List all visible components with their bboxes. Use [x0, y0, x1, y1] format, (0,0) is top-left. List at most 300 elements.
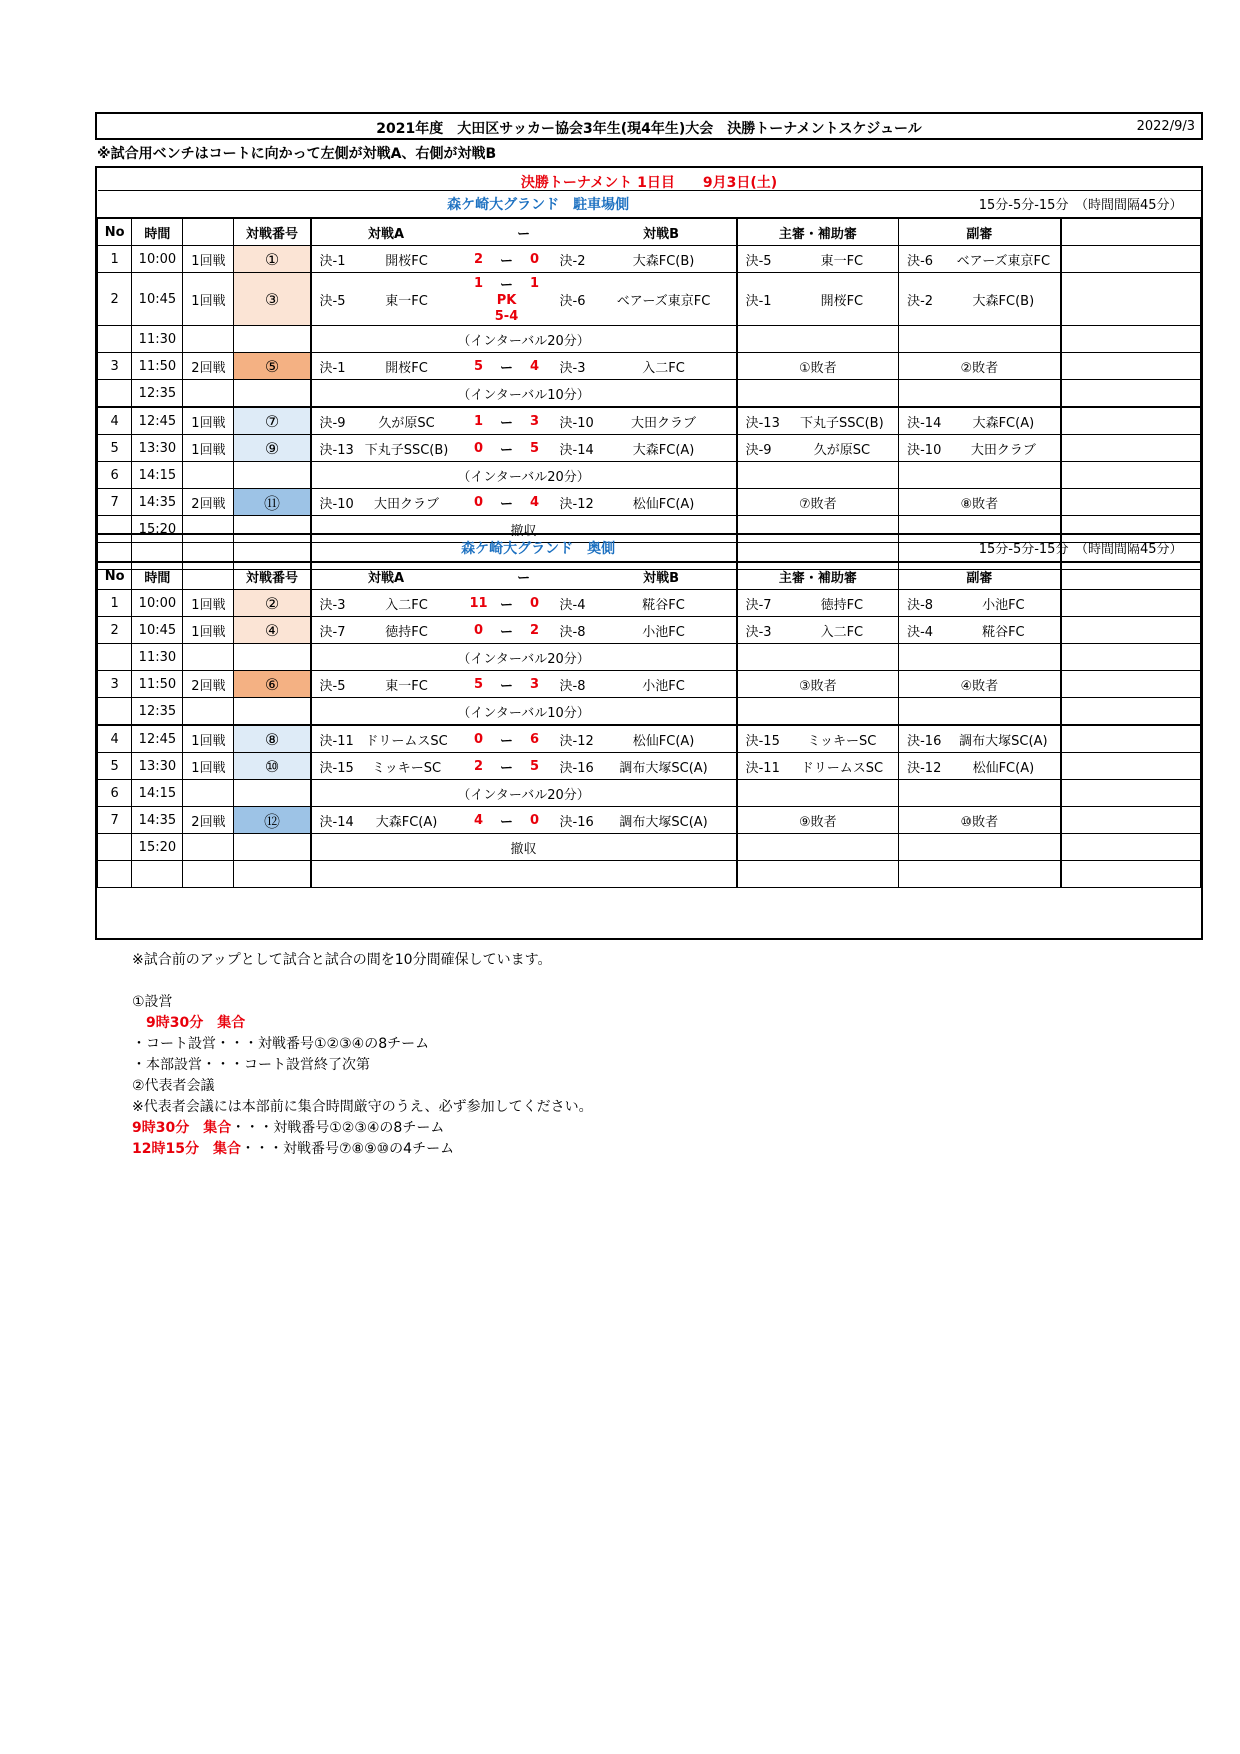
sub-referee-cell — [899, 698, 1061, 726]
team-a-name: 開桜FC — [385, 360, 428, 376]
sub-referee-cell — [899, 834, 1061, 861]
row-round — [183, 462, 234, 489]
extra-cell — [1061, 246, 1201, 273]
header-dash: ー — [517, 570, 531, 586]
match-number: ⑧ — [234, 725, 311, 753]
team-a-code: 決-3 — [319, 597, 346, 613]
sub-referee-cell — [899, 246, 1061, 273]
extra-cell — [1061, 780, 1201, 807]
sub-referee-team: 松仙FC(A) — [972, 760, 1035, 776]
referee-cell — [737, 590, 899, 617]
interval-text: 撤収 — [510, 841, 537, 857]
team-a-code: 決-13 — [319, 442, 354, 458]
score-a: 11 — [469, 595, 488, 611]
sub-referee-team: 大田クラブ — [970, 442, 1036, 458]
sub-referee-team: 小池FC — [982, 597, 1025, 613]
table-row — [98, 353, 1201, 380]
sub-referee-cell — [899, 273, 1061, 326]
score-b: 0 — [529, 251, 540, 267]
venue-header — [98, 534, 1201, 562]
score-a: 0 — [473, 731, 484, 747]
row-no — [98, 698, 132, 726]
sub-referee-code: 決-8 — [907, 597, 934, 613]
row-no: 3 — [98, 671, 132, 698]
column-header: No — [98, 562, 132, 590]
referee-team: 久が原SC — [813, 442, 871, 458]
match-cell — [311, 753, 737, 780]
table-row — [98, 380, 1201, 408]
score-a: 2 — [473, 758, 484, 774]
row-round: 1回戦 — [183, 273, 234, 326]
team-a-name: ドリームスSC — [365, 733, 448, 749]
row-round: 2回戦 — [183, 353, 234, 380]
row-no: 5 — [98, 753, 132, 780]
sub-referee-code: 決-12 — [907, 760, 942, 776]
sub-referee-team: 調布大塚SC(A) — [959, 733, 1048, 749]
match-number — [234, 834, 311, 861]
note-suffix: ・・・対戦番号①②③④の8チーム — [231, 1120, 445, 1136]
sub-referee-cell — [899, 407, 1061, 435]
score-a: 1 — [473, 413, 484, 429]
match-number: ③ — [234, 273, 311, 326]
row-no: 3 — [98, 353, 132, 380]
match-number: ⑨ — [234, 435, 311, 462]
note-line — [132, 1013, 593, 1034]
row-time: 14:15 — [132, 780, 183, 807]
team-b-code: 決-4 — [559, 597, 586, 613]
match-cell — [311, 407, 737, 435]
match-cell — [311, 861, 737, 888]
row-time: 11:30 — [132, 326, 183, 353]
interval-text: （インターバル20分） — [457, 333, 590, 349]
column-header: 時間 — [132, 562, 183, 590]
sub-referee-cell — [899, 780, 1061, 807]
extra-cell — [1061, 353, 1201, 380]
note-line — [132, 1055, 593, 1076]
team-b-code: 決-6 — [559, 293, 586, 309]
team-a-code: 決-10 — [319, 496, 354, 512]
referee-code: 決-9 — [745, 442, 772, 458]
row-round — [183, 861, 234, 888]
match-rule: 15分-5分-15分 （時間間隔45分） — [978, 198, 1183, 213]
sub-referee-cell — [899, 590, 1061, 617]
extra-cell — [1061, 407, 1201, 435]
row-round — [183, 780, 234, 807]
column-header — [311, 562, 737, 590]
score-a: 2 — [473, 251, 484, 267]
sub-referee-cell — [899, 807, 1061, 834]
score-dash: ー — [500, 277, 514, 293]
row-no: 2 — [98, 617, 132, 644]
row-time: 12:45 — [132, 725, 183, 753]
row-no — [98, 326, 132, 353]
row-no: 4 — [98, 407, 132, 435]
note-text: 9時30分 集合 — [132, 1015, 246, 1031]
sub-referee-team: ⑧敗者 — [960, 496, 999, 512]
match-cell — [311, 435, 737, 462]
row-round — [183, 326, 234, 353]
match-number: ⑩ — [234, 753, 311, 780]
sub-referee-cell — [899, 725, 1061, 753]
team-a-code: 決-1 — [319, 253, 346, 269]
match-number: ① — [234, 246, 311, 273]
note-text: 9時30分 集合 — [132, 1120, 232, 1136]
header-team-a: 対戦A — [368, 226, 405, 242]
table-row — [98, 489, 1201, 516]
match-number: ④ — [234, 617, 311, 644]
referee-cell — [737, 644, 899, 671]
match-cell — [311, 462, 737, 489]
score-dash: ー — [500, 624, 514, 640]
column-header: 副審 — [899, 218, 1061, 246]
row-time: 13:30 — [132, 435, 183, 462]
table-row — [98, 753, 1201, 780]
tournament-title: 決勝トーナメント 1日目 9月3日(土) — [520, 175, 778, 191]
team-a-name: 入二FC — [385, 597, 428, 613]
match-number — [234, 861, 311, 888]
schedule-frame — [95, 166, 1203, 940]
row-round — [183, 380, 234, 408]
referee-cell — [737, 780, 899, 807]
row-time: 11:30 — [132, 644, 183, 671]
team-a-name: 久が原SC — [378, 415, 435, 431]
team-a-code: 決-14 — [319, 814, 354, 830]
row-time: 15:20 — [132, 834, 183, 861]
table-row — [98, 246, 1201, 273]
table-row — [98, 407, 1201, 435]
table-row — [98, 807, 1201, 834]
referee-cell — [737, 807, 899, 834]
referee-code: 決-13 — [745, 415, 780, 431]
team-a-code: 決-5 — [319, 678, 346, 694]
row-round — [183, 644, 234, 671]
match-cell — [311, 617, 737, 644]
team-a-code: 決-11 — [319, 733, 354, 749]
row-time: 13:30 — [132, 753, 183, 780]
team-b-code: 決-16 — [559, 760, 594, 776]
referee-cell — [737, 834, 899, 861]
referee-team: 徳持FC — [820, 597, 864, 613]
referee-cell — [737, 753, 899, 780]
row-no: 7 — [98, 489, 132, 516]
header-team-b: 対戦B — [643, 570, 680, 586]
match-number — [234, 644, 311, 671]
referee-cell — [737, 861, 899, 888]
row-time: 11:50 — [132, 671, 183, 698]
score-dash: ー — [500, 678, 514, 694]
column-header: 副審 — [899, 562, 1061, 590]
table-row — [98, 861, 1201, 888]
team-b-code: 決-16 — [559, 814, 594, 830]
score-a: 4 — [473, 812, 484, 828]
row-round: 1回戦 — [183, 246, 234, 273]
sub-referee-team: 糀谷FC — [982, 624, 1025, 640]
team-a-name: 東一FC — [385, 293, 428, 309]
row-round: 1回戦 — [183, 435, 234, 462]
team-b-name: 松仙FC(A) — [632, 496, 695, 512]
referee-team: ミッキーSC — [807, 733, 877, 749]
extra-cell — [1061, 807, 1201, 834]
extra-cell — [1061, 644, 1201, 671]
note-text: 12時15分 集合 — [132, 1141, 241, 1157]
row-no: 1 — [98, 590, 132, 617]
column-header — [1061, 218, 1201, 246]
extra-cell — [1061, 617, 1201, 644]
sub-referee-cell — [899, 353, 1061, 380]
table-row — [98, 326, 1201, 353]
referee-team: 開桜FC — [820, 293, 864, 309]
team-b-name: 小池FC — [642, 678, 685, 694]
team-b-name: 松仙FC(A) — [632, 733, 695, 749]
column-header — [183, 562, 234, 590]
row-time — [132, 861, 183, 888]
score-b: 5 — [529, 440, 540, 456]
column-header: 時間 — [132, 218, 183, 246]
referee-cell — [737, 380, 899, 408]
table-row — [98, 435, 1201, 462]
score-dash: ー — [500, 415, 514, 431]
team-b-name: 大田クラブ — [631, 415, 697, 431]
referee-cell — [737, 407, 899, 435]
match-cell — [311, 353, 737, 380]
score-dash: ー — [500, 597, 514, 613]
sub-referee-cell — [899, 617, 1061, 644]
column-header — [183, 218, 234, 246]
team-b-code: 決-8 — [559, 624, 586, 640]
extra-cell — [1061, 590, 1201, 617]
referee-cell — [737, 326, 899, 353]
row-no: 7 — [98, 807, 132, 834]
score-dash: ー — [500, 253, 514, 269]
score-dash: ー — [500, 442, 514, 458]
note-line — [132, 1097, 593, 1118]
table-row — [98, 698, 1201, 726]
row-round: 2回戦 — [183, 489, 234, 516]
table-row — [98, 671, 1201, 698]
interval-text: （インターバル20分） — [457, 469, 590, 485]
row-round: 1回戦 — [183, 590, 234, 617]
note-line — [132, 992, 593, 1013]
sub-referee-code: 決-16 — [907, 733, 942, 749]
team-b-code: 決-12 — [559, 733, 594, 749]
interval-text: （インターバル20分） — [457, 651, 590, 667]
table-row — [98, 725, 1201, 753]
team-a-code: 決-15 — [319, 760, 354, 776]
score-dash: ー — [500, 814, 514, 830]
table-row — [98, 834, 1201, 861]
interval-text: （インターバル10分） — [457, 705, 590, 721]
table-row — [98, 590, 1201, 617]
row-time: 10:00 — [132, 590, 183, 617]
note-suffix: ・・・対戦番号⑦⑧⑨⑩の4チーム — [240, 1141, 455, 1157]
team-a-name: 徳持FC — [385, 624, 428, 640]
row-no: 5 — [98, 435, 132, 462]
match-cell — [311, 246, 737, 273]
referee-code: 決-5 — [745, 253, 772, 269]
row-no — [98, 380, 132, 408]
row-round — [183, 698, 234, 726]
referee-cell — [737, 725, 899, 753]
team-b-name: ベアーズ東京FC — [616, 293, 711, 309]
team-b-name: 大森FC(A) — [632, 442, 695, 458]
table-row — [98, 644, 1201, 671]
row-time: 12:35 — [132, 698, 183, 726]
interval-text: 撤収 — [510, 523, 537, 539]
score-b: 5 — [529, 758, 540, 774]
match-cell — [311, 590, 737, 617]
note-text: ②代表者会議 — [132, 1078, 215, 1094]
row-time: 10:45 — [132, 273, 183, 326]
referee-cell — [737, 698, 899, 726]
referee-code: 決-11 — [745, 760, 780, 776]
score-b: 2 — [529, 622, 540, 638]
match-number: ⑫ — [234, 807, 311, 834]
extra-cell — [1061, 834, 1201, 861]
sub-referee-code: 決-6 — [907, 253, 934, 269]
extra-cell — [1061, 273, 1201, 326]
team-b-name: 大森FC(B) — [632, 253, 695, 269]
row-time: 10:00 — [132, 246, 183, 273]
score-a: 1 — [473, 275, 484, 291]
row-no: 4 — [98, 725, 132, 753]
row-time: 15:20 — [132, 516, 183, 543]
note-text: ・本部設営・・・コート設営終了次第 — [132, 1057, 370, 1073]
referee-team: ③敗者 — [799, 678, 837, 694]
note-text: ・コート設営・・・対戦番号①②③④の8チーム — [132, 1036, 430, 1052]
table-row — [98, 462, 1201, 489]
sub-referee-cell — [899, 326, 1061, 353]
match-cell — [311, 644, 737, 671]
row-round: 2回戦 — [183, 671, 234, 698]
venue-header — [98, 191, 1201, 219]
row-round: 1回戦 — [183, 617, 234, 644]
match-number: ⑪ — [234, 489, 311, 516]
referee-cell — [737, 489, 899, 516]
row-time: 14:15 — [132, 462, 183, 489]
sub-referee-team: ②敗者 — [960, 360, 999, 376]
row-round: 1回戦 — [183, 407, 234, 435]
team-b-name: 小池FC — [642, 624, 685, 640]
referee-cell — [737, 273, 899, 326]
note-line — [132, 1118, 593, 1139]
team-b-name: 入二FC — [642, 360, 685, 376]
column-header — [1061, 562, 1201, 590]
referee-team: ドリームスSC — [800, 760, 884, 776]
sub-referee-team: ベアーズ東京FC — [956, 253, 1051, 269]
sub-referee-code: 決-2 — [907, 293, 934, 309]
note-text: ※試合前のアップとして試合と試合の間を10分間確保しています。 — [132, 952, 552, 968]
extra-cell — [1061, 698, 1201, 726]
score-a: 5 — [473, 676, 484, 692]
sub-referee-code: 決-4 — [907, 624, 934, 640]
score-dash: ー — [500, 760, 514, 776]
schedule-table — [97, 190, 1201, 570]
referee-cell — [737, 462, 899, 489]
row-no: 1 — [98, 246, 132, 273]
team-b-name: 糀谷FC — [642, 597, 685, 613]
row-round: 1回戦 — [183, 725, 234, 753]
match-cell — [311, 834, 737, 861]
sub-referee-cell — [899, 671, 1061, 698]
match-cell — [311, 380, 737, 408]
sub-referee-cell — [899, 644, 1061, 671]
column-header: No — [98, 218, 132, 246]
referee-team: ⑨敗者 — [799, 814, 837, 830]
score-dash: ー — [500, 496, 514, 512]
team-a-name: ミッキーSC — [371, 760, 442, 776]
sub-referee-cell — [899, 380, 1061, 408]
row-no — [98, 834, 132, 861]
match-cell — [311, 326, 737, 353]
row-round: 1回戦 — [183, 753, 234, 780]
team-a-name: 大田クラブ — [374, 496, 440, 512]
row-no: 6 — [98, 780, 132, 807]
team-b-code: 決-8 — [559, 678, 586, 694]
match-number: ⑦ — [234, 407, 311, 435]
table-row — [98, 780, 1201, 807]
score-b: 6 — [529, 731, 540, 747]
note-text: ①設営 — [132, 994, 173, 1010]
sub-referee-code: 決-10 — [907, 442, 942, 458]
match-number: ⑤ — [234, 353, 311, 380]
extra-cell — [1061, 671, 1201, 698]
match-rule: 15分-5分-15分 （時間間隔45分） — [978, 542, 1183, 557]
match-number — [234, 380, 311, 408]
referee-cell — [737, 246, 899, 273]
sub-referee-cell — [899, 861, 1061, 888]
row-time: 12:35 — [132, 380, 183, 408]
header-team-a: 対戦A — [368, 570, 405, 586]
sub-referee-team: 大森FC(B) — [972, 293, 1035, 309]
team-b-code: 決-12 — [559, 496, 594, 512]
extra-cell — [1061, 380, 1201, 408]
match-cell — [311, 807, 737, 834]
team-a-name: 下丸子SSC(B) — [364, 442, 449, 458]
referee-code: 決-15 — [745, 733, 780, 749]
extra-cell — [1061, 489, 1201, 516]
referee-cell — [737, 353, 899, 380]
score-dash: ー — [500, 733, 514, 749]
referee-team: 入二FC — [820, 624, 864, 640]
score-b: 3 — [529, 676, 540, 692]
sub-referee-cell — [899, 435, 1061, 462]
sub-referee-team: 大森FC(A) — [972, 415, 1035, 431]
extra-cell — [1061, 753, 1201, 780]
row-time: 10:45 — [132, 617, 183, 644]
team-a-code: 決-5 — [319, 293, 346, 309]
sub-referee-cell — [899, 462, 1061, 489]
sub-referee-cell — [899, 489, 1061, 516]
referee-team: 下丸子SSC(B) — [800, 415, 884, 431]
note-line — [132, 950, 593, 971]
note-text: ※代表者会議には本部前に集合時間厳守のうえ、必ず参加してください。 — [132, 1099, 593, 1115]
score-b: 0 — [529, 812, 540, 828]
pk-score: 5-4 — [494, 308, 519, 324]
score-b: 0 — [529, 595, 540, 611]
match-cell — [311, 698, 737, 726]
team-a-code: 決-9 — [319, 415, 346, 431]
row-time: 12:45 — [132, 407, 183, 435]
team-b-code: 決-10 — [559, 415, 594, 431]
sub-referee-code: 決-14 — [907, 415, 942, 431]
row-time: 11:50 — [132, 353, 183, 380]
referee-team: 東一FC — [820, 253, 864, 269]
referee-cell — [737, 671, 899, 698]
match-number: ② — [234, 590, 311, 617]
team-a-code: 決-7 — [319, 624, 346, 640]
referee-team: ⑦敗者 — [799, 496, 837, 512]
row-round — [183, 834, 234, 861]
